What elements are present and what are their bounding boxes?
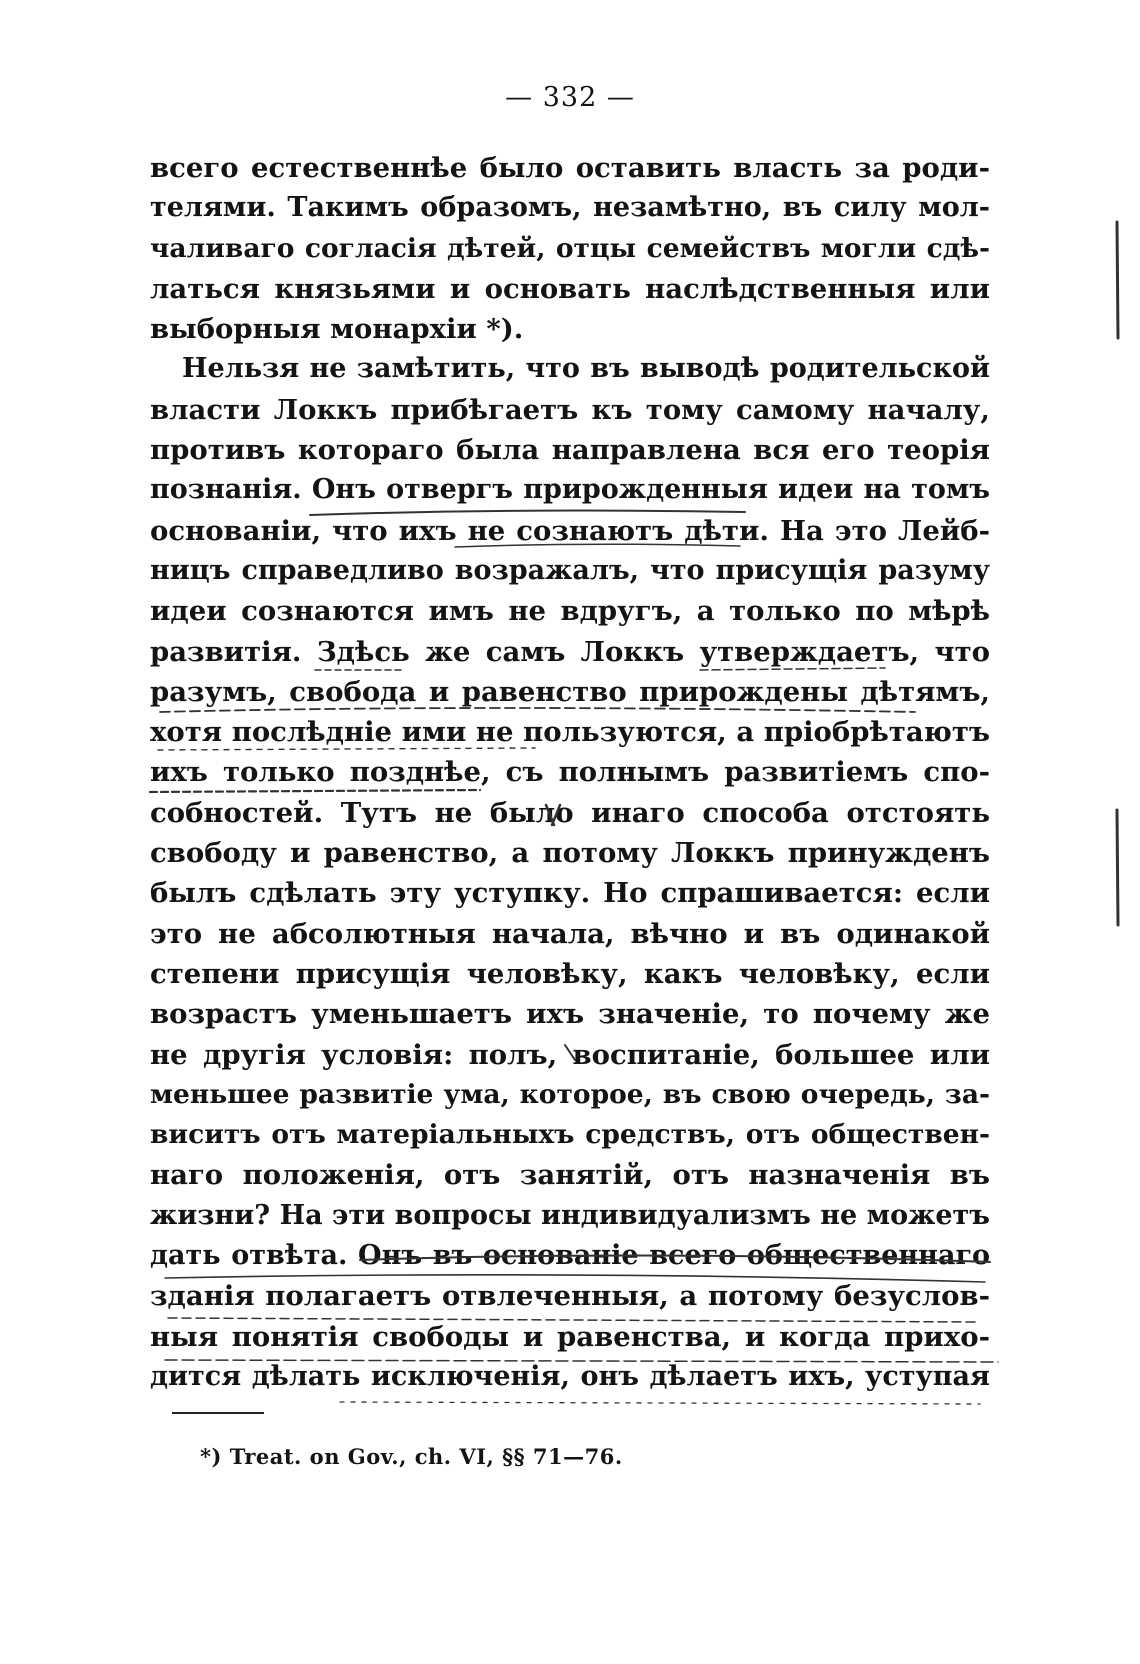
text-line: дать отвѣта. Онъ въ основаніе всего общественнаго bbox=[150, 1240, 990, 1272]
text-line: наго положенія, отъ занятій, отъ назначенія въ bbox=[150, 1159, 990, 1192]
text-line: свободу и равенство, а потому Локкъ принужденъ bbox=[150, 837, 990, 870]
text-line: ныя понятія свободы и равенства, и когда прихо- bbox=[150, 1320, 990, 1353]
text-line: противъ котораго была направлена вся его теорія bbox=[150, 434, 990, 467]
text-line: основаніи, что ихъ не сознаютъ дѣти. На это Лейб- bbox=[150, 514, 990, 547]
text-line: познанія. Онъ отвергъ прирожденныя идеи на томъ bbox=[150, 474, 990, 506]
margin-bar bbox=[1117, 222, 1118, 338]
text-line: дится дѣлать исключенія, онъ дѣлаетъ ихъ, уступая bbox=[150, 1360, 990, 1392]
text-line: виситъ отъ матеріальныхъ средствъ, отъ обществен- bbox=[150, 1119, 990, 1151]
text-line: ницъ справедливо возражалъ, что присущія разуму bbox=[150, 554, 990, 586]
text-line: это не абсолютныя начала, вѣчно и въ одинакой bbox=[150, 917, 990, 950]
page-number: — 332 — bbox=[505, 82, 635, 113]
text-line: развитія. Здѣсь же самъ Локкъ утверждаетъ, что bbox=[150, 635, 990, 668]
text-line: степени присущія человѣку, какъ человѣку, если bbox=[150, 957, 990, 990]
text-line: хотя послѣдніе ими не пользуются, а пріобрѣтаютъ bbox=[150, 716, 990, 749]
text-line: былъ сдѣлать эту уступку. Но спрашивается: если bbox=[150, 877, 990, 910]
margin-bar bbox=[1117, 810, 1118, 925]
text-line: ихъ только позднѣе, съ полнымъ развитіемъ спо- bbox=[150, 756, 990, 789]
footnote-rule bbox=[172, 1412, 264, 1414]
underline bbox=[340, 1402, 980, 1404]
text-line: жизни? На эти вопросы индивидуализмъ не можетъ bbox=[150, 1199, 990, 1231]
text-line: выборныя монархіи *). bbox=[150, 313, 524, 346]
text-line: телями. Такимъ образомъ, незамѣтно, въ силу мол- bbox=[150, 192, 990, 224]
text-line: разумъ, свобода и равенство прирождены дѣтямъ, bbox=[150, 675, 990, 708]
text-line: зданія полагаетъ отвлеченныя, а потому безуслов- bbox=[150, 1280, 990, 1313]
text-line: чаливаго согласія дѣтей, отцы семействъ могли сдѣ- bbox=[150, 232, 990, 264]
footnote: *) Treat. on Gov., ch. VI, §§ 71—76. bbox=[200, 1444, 623, 1469]
body-text bbox=[150, 148, 990, 1397]
text-line: идеи сознаются имъ не вдругъ, а только по мѣрѣ bbox=[150, 595, 990, 628]
text-line: власти Локкъ прибѣгаетъ къ тому самому началу, bbox=[150, 393, 990, 426]
text-line: не другія условія: полъ, воспитаніе, большее или bbox=[150, 1038, 990, 1071]
text-line: меньшее развитіе ума, которое, въ свою очередь, за- bbox=[150, 1078, 990, 1110]
text-line: латься князьями и основать наслѣдственныя или bbox=[150, 272, 990, 305]
text-line: собностей. Тутъ не было инаго способа отстоять bbox=[150, 796, 990, 829]
text-line: Нельзя не замѣтить, что въ выводѣ родительской bbox=[182, 353, 990, 385]
text-line: возрастъ уменьшаетъ ихъ значеніе, то почему же bbox=[150, 998, 990, 1031]
text-line: всего естественнѣе было оставить власть за роди- bbox=[150, 152, 990, 184]
